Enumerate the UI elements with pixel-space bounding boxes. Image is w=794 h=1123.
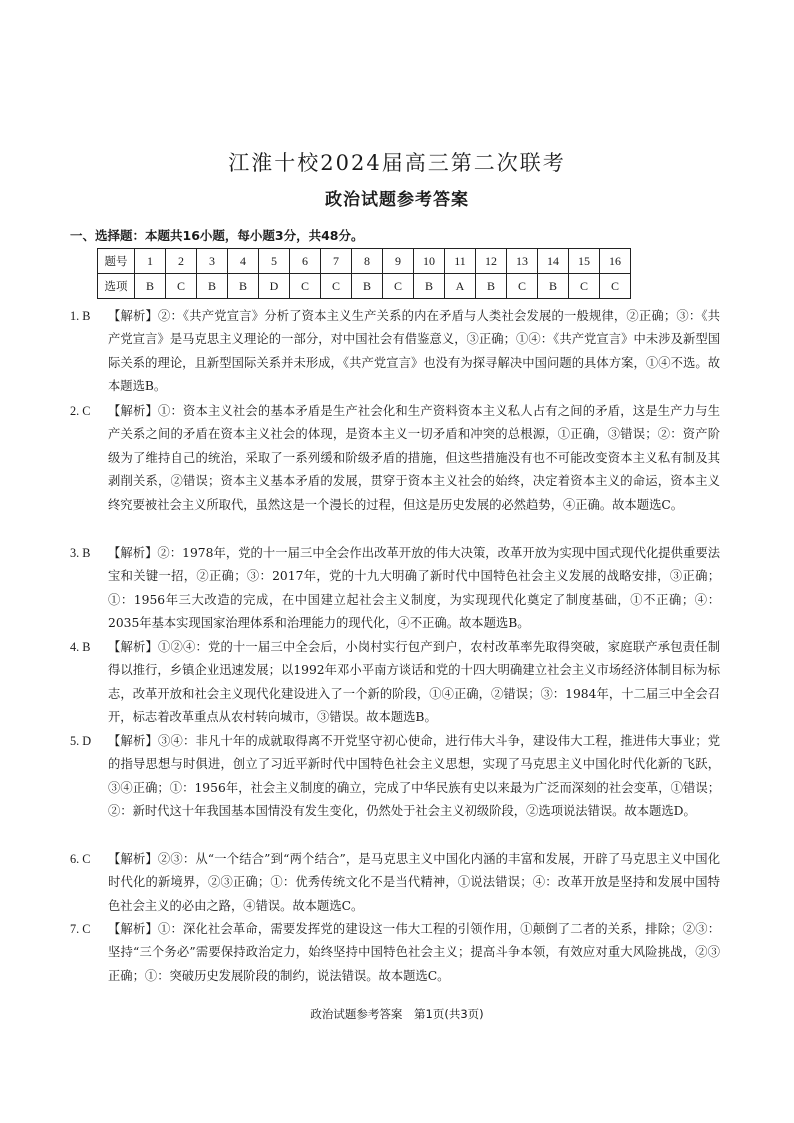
question-number-cell: 1: [135, 249, 166, 274]
answer-option-cell: A: [445, 274, 476, 299]
answer-option-cell: B: [135, 274, 166, 299]
question-answer: 7. C: [70, 922, 91, 936]
question-answer: 6. C: [70, 852, 91, 866]
explanation-item: [70, 848, 720, 918]
answer-option-cell: C: [383, 274, 414, 299]
question-number-cell: 3: [197, 249, 228, 274]
answer-option-cell: C: [290, 274, 321, 299]
explanation-item: [70, 542, 720, 636]
explanation-text: 【解析】②：《共产党宣言》分析了资本主义生产关系的内在矛盾与人类社会发展的一般规律，②正确；③：《共产党宣言》是马克思主义理论的一部分，对中国社会有借鉴意义，③正确；①④：《共产党宣言》中未涉及新型国际关系的理论，且新型国际关系并未形成，《共产党宣言》也没有为探寻解决中国问题的具体方案，①④不选。故本题选B。: [108, 309, 720, 394]
question-answer: 5. D: [70, 734, 92, 748]
question-number-cell: 10: [414, 249, 445, 274]
answer-option-cell: C: [166, 274, 197, 299]
question-number-cell: 15: [569, 249, 600, 274]
answer-option-cell: C: [600, 274, 631, 299]
explanation-item: [70, 918, 720, 988]
question-number-cell: 5: [259, 249, 290, 274]
question-number-cell: 12: [476, 249, 507, 274]
question-number-cell: 8: [352, 249, 383, 274]
question-answer: 2. C: [70, 404, 91, 418]
page-footer: [0, 1006, 794, 1022]
explanation-text: 【解析】①②④：党的十一届三中全会后，小岗村实行包产到户，农村改革率先取得突破，家庭联产承包责任制得以推行，乡镇企业迅速发展；以1992年邓小平南方谈话和党的十四大明确建立社会主义市场经济体制目标为标志，改革开放和社会主义现代化建设进入了一个新的阶段，①④正确，②错误；③：1984年，十二届三中全会召开，标志着改革重点从农村转向城市，③错误。故本题选B。: [108, 640, 720, 725]
answer-option-cell: C: [507, 274, 538, 299]
answer-table-number-row: [98, 249, 631, 274]
answer-option-cell: C: [569, 274, 600, 299]
exam-title: 江淮十校2024届高三第二次联考: [228, 151, 566, 175]
answer-option-cell: B: [228, 274, 259, 299]
explanation-text: 【解析】②③：从“一个结合”到“两个结合”，是马克思主义中国化内涵的丰富和发展，开辟了马克思主义中国化时代化的新境界，②③正确；①：优秀传统文化不是当代精神，①说法错误；④：改革开放是坚持和发展中国特色社会主义的必由之路，④错误。故本题选C。: [108, 852, 720, 913]
question-answer: 4. B: [70, 640, 91, 654]
answer-option-cell: B: [197, 274, 228, 299]
answer-option-cell: B: [476, 274, 507, 299]
explanation-item: [70, 636, 720, 730]
explanation-text: 【解析】①：深化社会革命，需要发挥党的建设这一伟大工程的引领作用，①颠倒了二者的关系，排除；②③：坚持“三个务必”需要保持政治定力，始终坚持中国特色社会主义；提高斗争本领，有效应对重大风险挑战，②③正确；①：突破历史发展阶段的制约，说法错误。故本题选C。: [108, 922, 720, 983]
answer-option-cell: B: [352, 274, 383, 299]
question-number-cell: 11: [445, 249, 476, 274]
answer-option-cell: C: [321, 274, 352, 299]
question-number-cell: 16: [600, 249, 631, 274]
answer-option-cell: D: [259, 274, 290, 299]
answer-option-cell: B: [538, 274, 569, 299]
explanation-item: [70, 305, 720, 399]
row-label-question-number: 题号: [98, 249, 135, 274]
question-number-cell: 2: [166, 249, 197, 274]
question-number-cell: 7: [321, 249, 352, 274]
question-number-cell: 9: [383, 249, 414, 274]
explanation-text: 【解析】③④：非凡十年的成就取得离不开党坚守初心使命，进行伟大斗争，建设伟大工程，推进伟大事业；党的指导思想与时俱进，创立了习近平新时代中国特色社会主义思想，实现了马克思主义中国化时代化新的飞跃，③④正确；①：1956年，社会主义制度的确立，完成了中华民族有史以来最为广泛而深刻的社会变革，①错误；②：新时代这十年我国基本国情没有发生变化，仍然处于社会主义初级阶段，②选项说法错误。故本题选D。: [108, 734, 720, 819]
question-number-cell: 4: [228, 249, 259, 274]
question-number-cell: 13: [507, 249, 538, 274]
answer-table: [97, 248, 631, 299]
section-heading: 一、选择题：本题共16小题，每小题3分，共48分。: [70, 228, 364, 243]
footer-doc-name: 政治试题参考答案: [310, 1007, 403, 1021]
question-number-cell: 14: [538, 249, 569, 274]
question-number-cell: 6: [290, 249, 321, 274]
explanation-text: 【解析】②：1978年，党的十一届三中全会作出改革开放的伟大决策，改革开放为实现中国式现代化提供重要法宝和关键一招，②正确；③：2017年，党的十九大明确了新时代中国特色社会主义发展的战略安排，③正确；①：1956年三大改造的完成，在中国建立起社会主义制度，为实现现代化奠定了制度基础，①不正确；④：2035年基本实现国家治理体系和治理能力的现代化，④不正确。故本题选B。: [108, 546, 720, 631]
question-answer: 3. B: [70, 546, 91, 560]
explanation-item: [70, 730, 720, 824]
page-number: 第1页(共3页): [414, 1007, 484, 1021]
question-answer: 1. B: [70, 309, 91, 323]
document-subtitle: 政治试题参考答案: [325, 190, 469, 210]
explanation-text: 【解析】①：资本主义社会的基本矛盾是生产社会化和生产资料资本主义私人占有之间的矛盾，这是生产力与生产关系之间的矛盾在资本主义社会的体现，是资本主义一切矛盾和冲突的总根源，①正确，③错误；②：资产阶级为了维持自己的统治，采取了一系列缓和阶级矛盾的措施，但这些措施没有也不可能改变资本主义私有制及其剥削关系，②错误；资本主义基本矛盾的发展，贯穿于资本主义社会的始终，决定着资本主义的命运，资本主义终究要被社会主义所取代，虽然这是一个漫长的过程，但这是历史发展的必然趋势，④正确。故本题选C。: [108, 404, 720, 512]
answer-table-answer-row: [98, 274, 631, 299]
explanation-item: [70, 400, 720, 517]
row-label-option: 选项: [98, 274, 135, 299]
answer-option-cell: B: [414, 274, 445, 299]
